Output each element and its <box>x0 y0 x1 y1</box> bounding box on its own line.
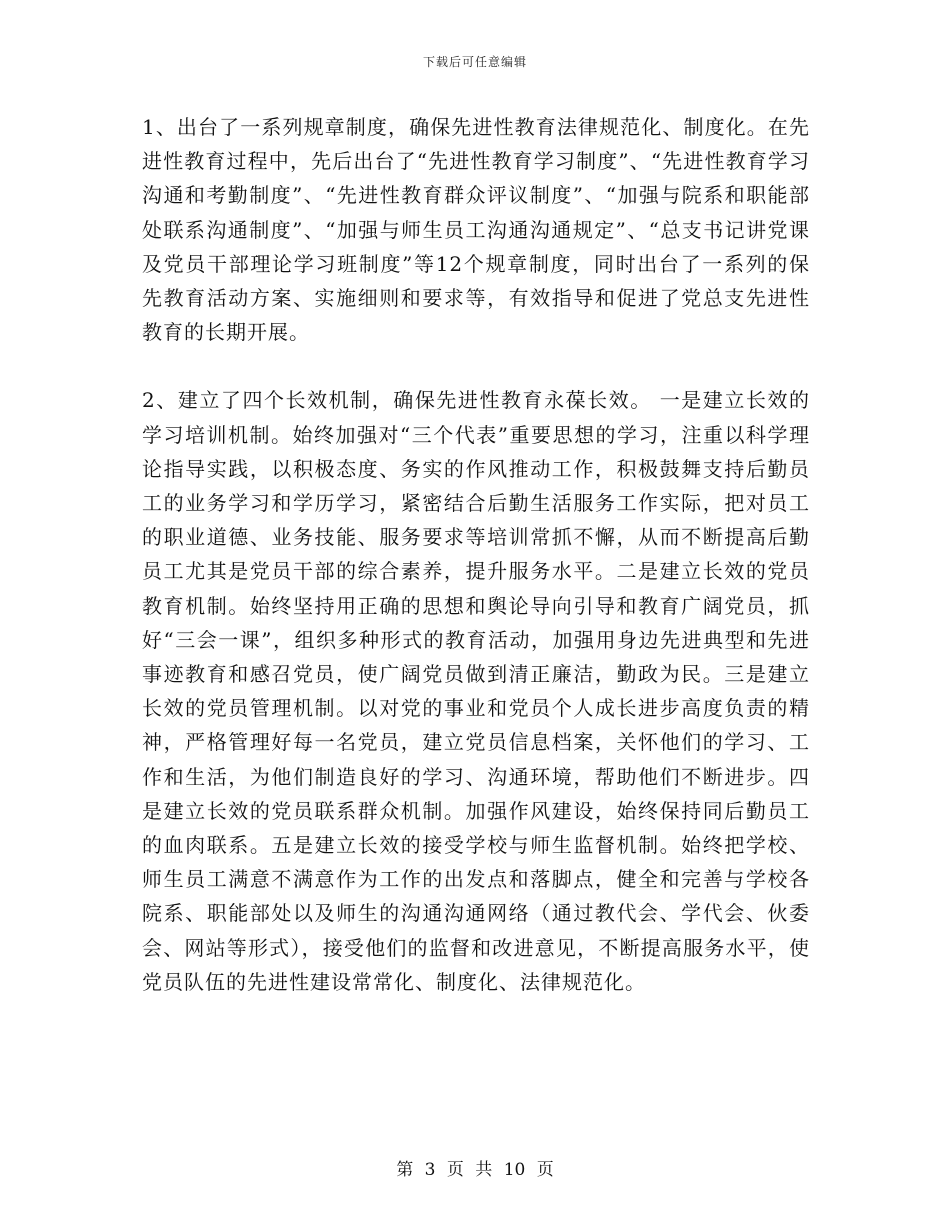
page-number: 第 3 页 共 10 页 <box>396 1160 554 1180</box>
paragraph-regulations: 1、出台了一系列规章制度，确保先进性教育法律规范化、制度化。在先进性教育过程中，先后出台了“先进性教育学习制度”、“先进性教育学习沟通和考勤制度”、“先进性教育群众评议制度”、“加强与院系和职能部处联系沟通制度”、“加强与师生员工沟通沟通规定”、“总支书记讲党课及党员干部理论学习班制度”等12个规章制度，同时出台了一系列的保先教育活动方案、实施细则和要求等，有效指导和促进了党总支先进性教育的长期开展。 <box>142 115 810 345</box>
document-body <box>142 110 810 999</box>
header-note: 下载后可任意编辑 <box>422 55 527 69</box>
paragraph-mechanisms: 2、建立了四个长效机制，确保先进性教育永葆长效。 一是建立长效的学习培训机制。始终加强对“三个代表”重要思想的学习，注重以科学理论指导实践，以积极态度、务实的作风推动工作，积极鼓舞支持后勤员工的业务学习和学历学习，紧密结合后勤生活服务工作实际，把对员工的职业道德、业务技能、服务要求等培训常抓不懈，从而不断提高后勤员工尤其是党员干部的综合素养，提升服务水平。二是建立长效的党员教育机制。始终坚持用正确的思想和舆论导向引导和教育广阔党员，抓好“三会一课”，组织多种形式的教育活动，加强用身边先进典型和先进事迹教育和感召党员，使广阔党员做到清正廉洁，勤政为民。三是建立长效的党员管理机制。以对党的事业和党员个人成长进步高度负责的精神，严格管理好每一名党员，建立党员信息档案，关怀他们的学习、工作和生活，为他们制造良好的学习、沟通环境，帮助他们不断进步。四是建立长效的党员联系群众机制。加强作风建设，始终保持同后勤员工的血肉联系。五是建立长效的接受学校与师生监督机制。始终把学校、师生员工满意不满意作为工作的出发点和落脚点，健全和完善与学校各院系、职能部处以及师生的沟通沟通网络（通过教代会、学代会、伙委会、网站等形式），接受他们的监督和改进意见，不断提高服务水平，使党员队伍的先进性建设常常化、制度化、法律规范化。 <box>142 388 810 994</box>
